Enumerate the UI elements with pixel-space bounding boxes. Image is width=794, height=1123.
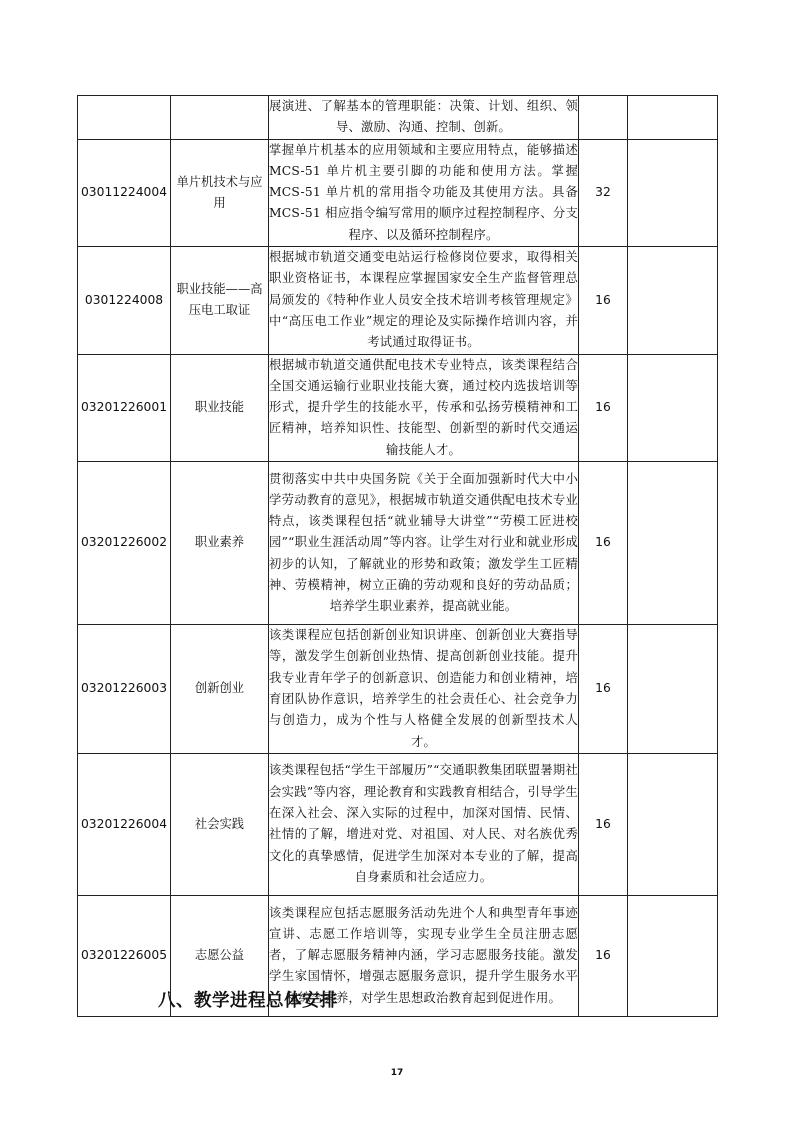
course-code: 03201226005 [78,895,171,1016]
course-note [628,139,718,246]
course-name: 职业素养 [171,462,269,625]
section-heading: 八、教学进程总体安排 [158,991,338,1011]
course-hours: 16 [579,625,628,754]
course-name: 志愿公益 [171,895,269,1016]
course-hours: 16 [579,753,628,895]
course-name [171,96,269,140]
table-row [78,625,718,754]
course-hours: 16 [579,895,628,1016]
course-code: 03201226003 [78,625,171,754]
course-hours: 16 [579,462,628,625]
table-row [78,462,718,625]
course-description: 该类课程包括“学生干部履历”“交通职教集团联盟暑期社会实践”等内容，理论教育和实践教育相结合，引导学生在深入社会、深入实际的过程中，加深对国情、民情、社情的了解，增进对党、对祖国、对人民、对名族优秀文化的真挚感情，促进学生加深对本专业的了解，提高自身素质和社会适应力。 [269,753,579,895]
course-note [628,247,718,354]
course-code [78,96,171,140]
course-note [628,96,718,140]
course-hours: 16 [579,247,628,354]
course-name: 职业技能——高压电工取证 [171,247,269,354]
table-row [78,96,718,140]
course-name: 职业技能 [171,354,269,461]
course-code: 0301224008 [78,247,171,354]
course-description: 该类课程应包括创新创业知识讲座、创新创业大赛指导等，激发学生创新创业热情、提高创新创业技能。提升我专业青年学子的创新意识、创造能力和创业精神，培育团队协作意识，培养学生的社会责任心、社会竞争力与创造力，成为个性与人格健全发展的创新型技术人才。 [269,625,579,754]
course-name: 社会实践 [171,753,269,895]
course-code: 03201226001 [78,354,171,461]
course-code: 03201226002 [78,462,171,625]
course-description: 根据城市轨道交通变电站运行检修岗位要求，取得相关职业资格证书，本课程应掌握国家安全生产监督管理总局颁发的《特种作业人员安全技术培训考核管理规定》中“高压电工作业”规定的理论及实际操作培训内容，并考试通过取得证书。 [269,247,579,354]
table-row [78,354,718,461]
course-name: 创新创业 [171,625,269,754]
course-table [77,95,718,1017]
course-note [628,354,718,461]
course-code: 03011224004 [78,139,171,246]
course-code: 03201226004 [78,753,171,895]
page-number: 17 [390,1068,404,1078]
course-description: 掌握单片机基本的应用领域和主要应用特点，能够描述 MCS-51 单片机主要引脚的功能和使用方法。掌握 MCS-51 单片机的常用指令功能及其使用方法。具备 MCS-51 相应指令编写常用的顺序过程控制程序、分支程序、以及循环控制程序。 [269,139,579,246]
course-description: 贯彻落实中共中央国务院《关于全面加强新时代大中小学劳动教育的意见》，根据城市轨道交通供配电技术专业特点，该类课程包括“就业辅导大讲堂”“劳模工匠进校园”“职业生涯活动周”等内容。让学生对行业和就业形成初步的认知，了解就业的形势和政策；激发学生工匠精神、劳模精神，树立正确的劳动观和良好的劳动品质；培养学生职业素养，提高就业能。 [269,462,579,625]
course-description: 该类课程应包括志愿服务活动先进个人和典型青年事迹宣讲、志愿工作培训等，实现专业学生全员注册志愿者，了解志愿服务精神内涵，学习志愿服务技能。激发学生家国情怀，增强志愿服务意识，提升学生服务水平和综合素养，对学生思想政治教育起到促进作用。 [269,895,579,1016]
course-note [628,895,718,1016]
table-row [78,139,718,246]
table-row [78,247,718,354]
course-note [628,753,718,895]
course-name: 单片机技术与应用 [171,139,269,246]
course-note [628,625,718,754]
course-note [628,462,718,625]
course-hours: 32 [579,139,628,246]
course-hours: 16 [579,354,628,461]
course-description: 根据城市轨道交通供配电技术专业特点，该类课程结合全国交通运输行业职业技能大赛，通过校内选拔培训等形式，提升学生的技能水平，传承和弘扬劳模精神和工匠精神，培养知识性、技能型、创新型的新时代交通运输技能人才。 [269,354,579,461]
course-hours [579,96,628,140]
course-description: 展演进、了解基本的管理职能：决策、计划、组织、领导、激励、沟通、控制、创新。 [269,96,579,140]
table-row [78,753,718,895]
